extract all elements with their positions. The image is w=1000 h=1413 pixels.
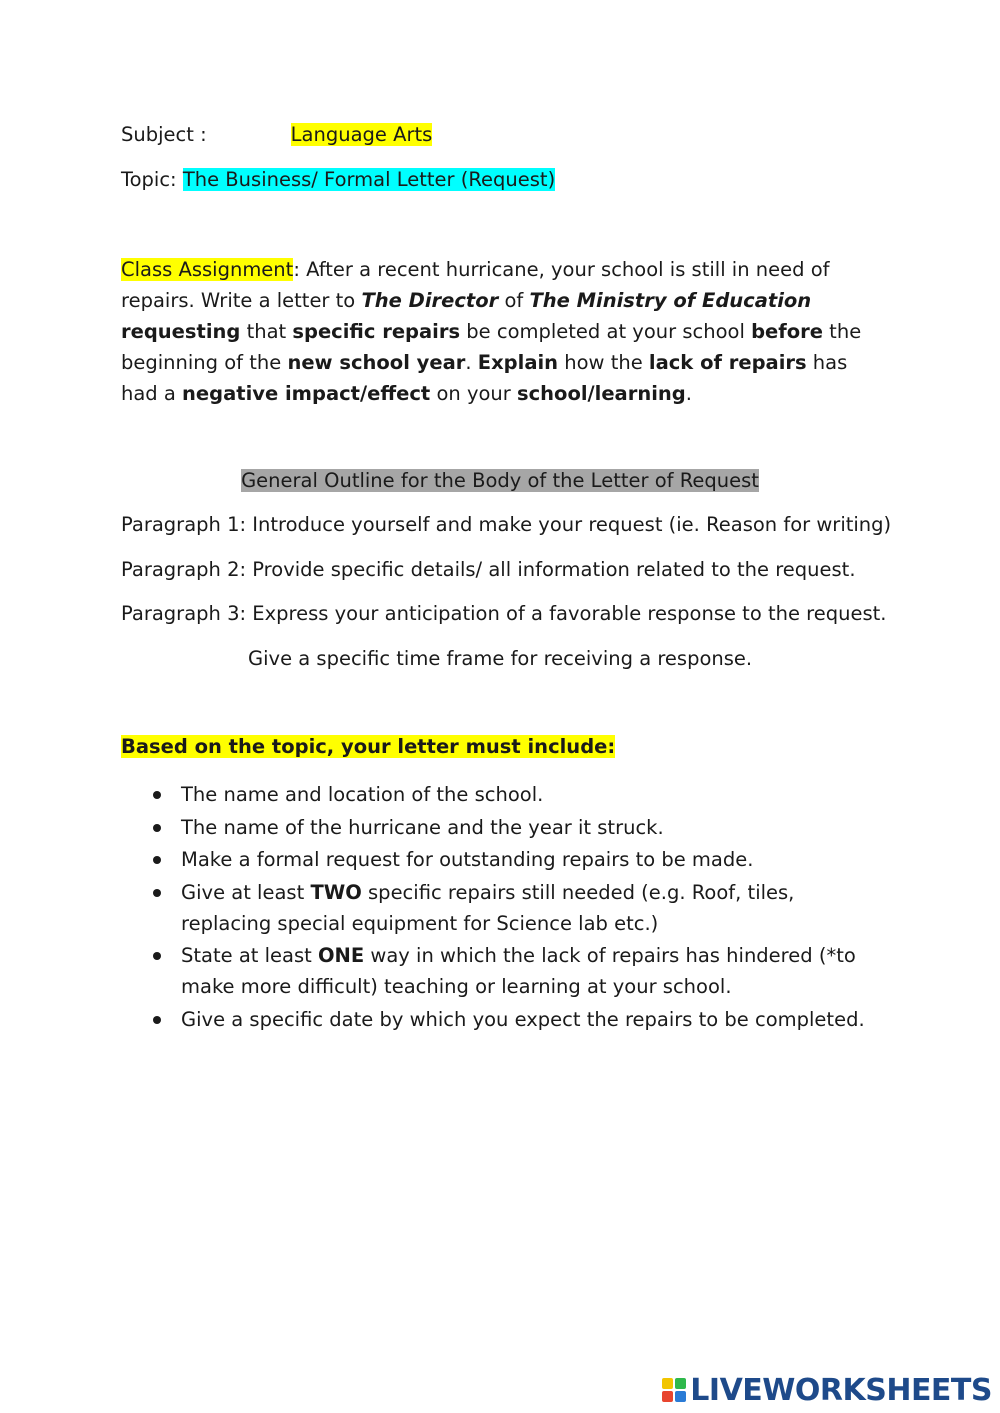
list-item-text: way in which the lack of repairs has hindered (*to make more difficult) teaching or learning at your school.	[181, 944, 856, 998]
list-item-bold: TWO	[310, 880, 362, 904]
list-item: Give a specific date by which you expect the repairs to be completed.	[121, 1004, 881, 1035]
assignment-text: .	[465, 351, 478, 374]
assignment-bold: Explain	[477, 351, 559, 374]
class-assignment-paragraph	[121, 254, 881, 409]
subject-value: Language Arts	[290, 123, 433, 146]
include-heading-wrap	[121, 734, 615, 760]
list-item: The name and location of the school.	[121, 779, 881, 810]
assignment-bold: lack of repairs	[648, 351, 807, 374]
assignment-bold: school/learning	[517, 382, 686, 405]
assignment-label: Class Assignment	[121, 258, 294, 281]
assignment-text: has had a	[121, 351, 848, 405]
list-item	[121, 877, 881, 939]
requirements-list	[121, 779, 881, 1036]
logo-text: LIVEWORKSHEETS	[690, 1372, 992, 1408]
assignment-bold: requesting	[121, 320, 241, 343]
assignment-text: be completed at your school	[460, 320, 752, 343]
topic-line	[121, 167, 555, 193]
subject-label: Subject :	[121, 123, 207, 146]
outline-title-wrap	[0, 467, 1000, 495]
list-item: The name of the hurricane and the year it struck.	[121, 812, 881, 843]
list-item-text: Give at least	[181, 880, 311, 904]
assignment-text: .	[685, 382, 692, 405]
list-item-bold: ONE	[317, 944, 365, 967]
assignment-bold: negative impact/effect	[182, 382, 431, 405]
assignment-bold: specific repairs	[292, 320, 461, 343]
list-item	[121, 940, 881, 1002]
assignment-bold: The Director	[361, 289, 499, 312]
topic-value: The Business/ Formal Letter (Request)	[182, 168, 556, 191]
assignment-text: the beginning of the	[121, 320, 862, 374]
outline-paragraph-3: Paragraph 3: Express your anticipation of a favorable response to the request.	[121, 602, 887, 625]
liveworksheets-logo-icon	[662, 1378, 686, 1402]
subject-line	[121, 122, 432, 148]
assignment-text: : After a recent hurricane, your school is still in need of repairs. Write a letter to	[121, 258, 830, 312]
list-item-text: specific repairs still needed (e.g. Roof, tiles, replacing special equipment for Science lab etc.)	[181, 880, 795, 935]
list-item-text: State at least	[181, 944, 318, 967]
assignment-text: that	[240, 320, 293, 343]
outline-paragraph-3-cont: Give a specific time frame for receiving a response.	[248, 647, 753, 670]
list-item: Make a formal request for outstanding repairs to be made.	[121, 844, 881, 875]
include-heading: Based on the topic, your letter must include:	[121, 735, 616, 758]
assignment-text: on your	[430, 382, 517, 405]
assignment-bold: The Ministry of Education	[529, 289, 812, 312]
outline-title: General Outline for the Body of the Letter of Request	[241, 469, 759, 492]
outline-paragraph-2: Paragraph 2: Provide specific details/ all information related to the request.	[121, 558, 856, 581]
assignment-text: of	[498, 289, 530, 312]
outline-paragraph-1: Paragraph 1: Introduce yourself and make your request (ie. Reason for writing)	[121, 513, 892, 536]
assignment-text: how the	[558, 351, 649, 374]
assignment-bold: new school year	[287, 351, 466, 374]
assignment-bold: before	[751, 320, 823, 343]
topic-label: Topic:	[121, 168, 177, 191]
liveworksheets-logo	[662, 1373, 992, 1407]
